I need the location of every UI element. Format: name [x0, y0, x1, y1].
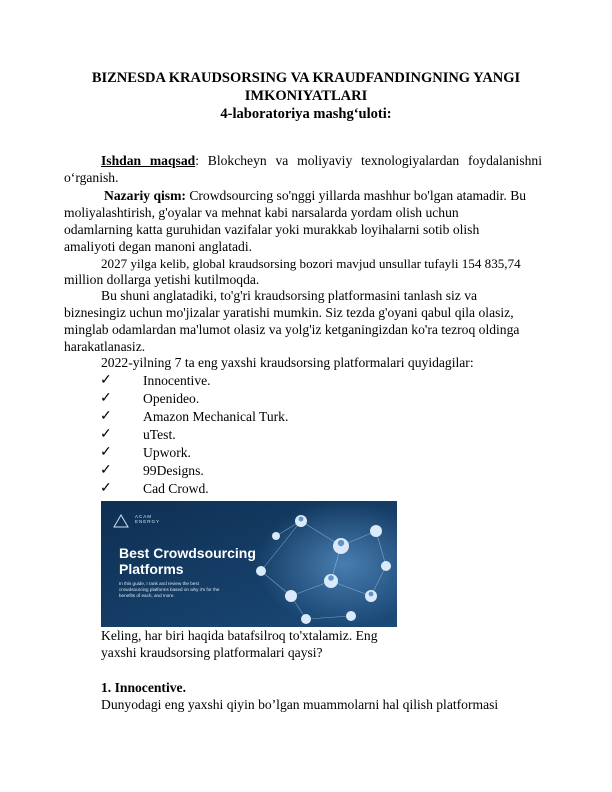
check-icon: ✓	[100, 409, 112, 424]
banner-description: In this guide, I rank and review the best crowdsourcing platforms based on why it's for the benefits of each, and more.	[119, 581, 220, 598]
list-item: Innocentive.	[143, 373, 211, 388]
after-image-line-1: Keling, har biri haqida batafsilroq to'xtalamiz. Eng	[101, 628, 378, 643]
theory-text-line-2: moliyalashtirish, g'oyalar va mehnat kabi narsalarda yordam olish uchun	[64, 205, 459, 220]
list-item: Cad Crowd.	[143, 481, 209, 496]
section-text: Dunyodagi eng yaxshi qiyin bo’lgan muammolarni hal qilish platformasi	[101, 697, 499, 712]
check-icon: ✓	[100, 373, 112, 388]
banner-title-line-2: Platforms	[119, 561, 184, 577]
market-paragraph-line-2: million dollarga yetishi kutilmoqda.	[64, 272, 260, 287]
banner-brand: ACAM ENERGY	[135, 514, 161, 524]
document-subtitle: 4-laboratoriya mashg‘uloti:	[220, 106, 392, 122]
check-icon: ✓	[100, 391, 112, 406]
goal-text: : Blokcheyn va moliyaviy texnologiyalardan foydalanishni	[195, 153, 542, 168]
list-item: Amazon Mechanical Turk.	[143, 409, 289, 424]
list-item: uTest.	[143, 427, 176, 442]
benefit-paragraph-line-4: harakatlanasiz.	[64, 339, 146, 354]
check-icon: ✓	[100, 445, 112, 460]
banner-title	[119, 545, 256, 577]
theory-label: Nazariy qism:	[104, 188, 186, 203]
market-paragraph-line-1: 2027 yilga kelib, global kraudsorsing bozori mavjud unsullar tufayli 154 835,74	[101, 256, 521, 271]
list-item: 99Designs.	[143, 463, 204, 478]
theory-text-line-1: Crowdsourcing so'nggi yillarda mashhur bo'lgan atamadir. Bu	[185, 188, 527, 203]
goal-text-line-2: o‘rganish.	[64, 170, 119, 185]
check-icon: ✓	[100, 463, 112, 478]
benefit-paragraph-line-1: Bu shuni anglatadiki, to'g'ri kraudsorsing platformasini tanlash siz va	[101, 288, 478, 303]
list-item: Upwork.	[143, 445, 191, 460]
goal-paragraph	[101, 153, 542, 169]
benefit-paragraph-line-3: minglab odamlardan ma'lumot olasiz va yolg'iz ketganingizdan ko'ra tezroq oldinga	[64, 322, 520, 337]
after-image-line-2: yaxshi kraudsorsing platformalari qaysi?	[101, 645, 323, 660]
theory-text-line-3: odamlarning katta guruhidan vazifalar yoki murakkab loyihalarni sotib olish	[64, 222, 480, 237]
list-intro: 2022-yilning 7 ta eng yaxshi kraudsorsing platformalari quyidagilar:	[101, 355, 474, 370]
theory-text-line-4: amaliyoti degan manoni anglatadi.	[64, 239, 252, 254]
check-icon: ✓	[100, 427, 112, 442]
document-title-line-1: BIZNESDA KRAUDSORSING VA KRAUDFANDINGNING YANGI	[91, 70, 521, 86]
check-icon: ✓	[100, 481, 112, 496]
document-title-line-2: IMKONIYATLARI	[244, 88, 368, 104]
banner-title-line-1: Best Crowdsourcing	[119, 545, 256, 561]
crowdsourcing-banner-image	[101, 501, 397, 627]
benefit-paragraph-line-2: biznesingiz uchun mo'jizalar yaratishi mumkin. Siz tezda g'oyani qabul qila olasiz,	[64, 305, 514, 320]
section-heading: 1. Innocentive.	[101, 680, 186, 695]
goal-label: Ishdan maqsad	[101, 153, 196, 168]
theory-paragraph	[104, 188, 526, 204]
list-item: Openideo.	[143, 391, 200, 406]
